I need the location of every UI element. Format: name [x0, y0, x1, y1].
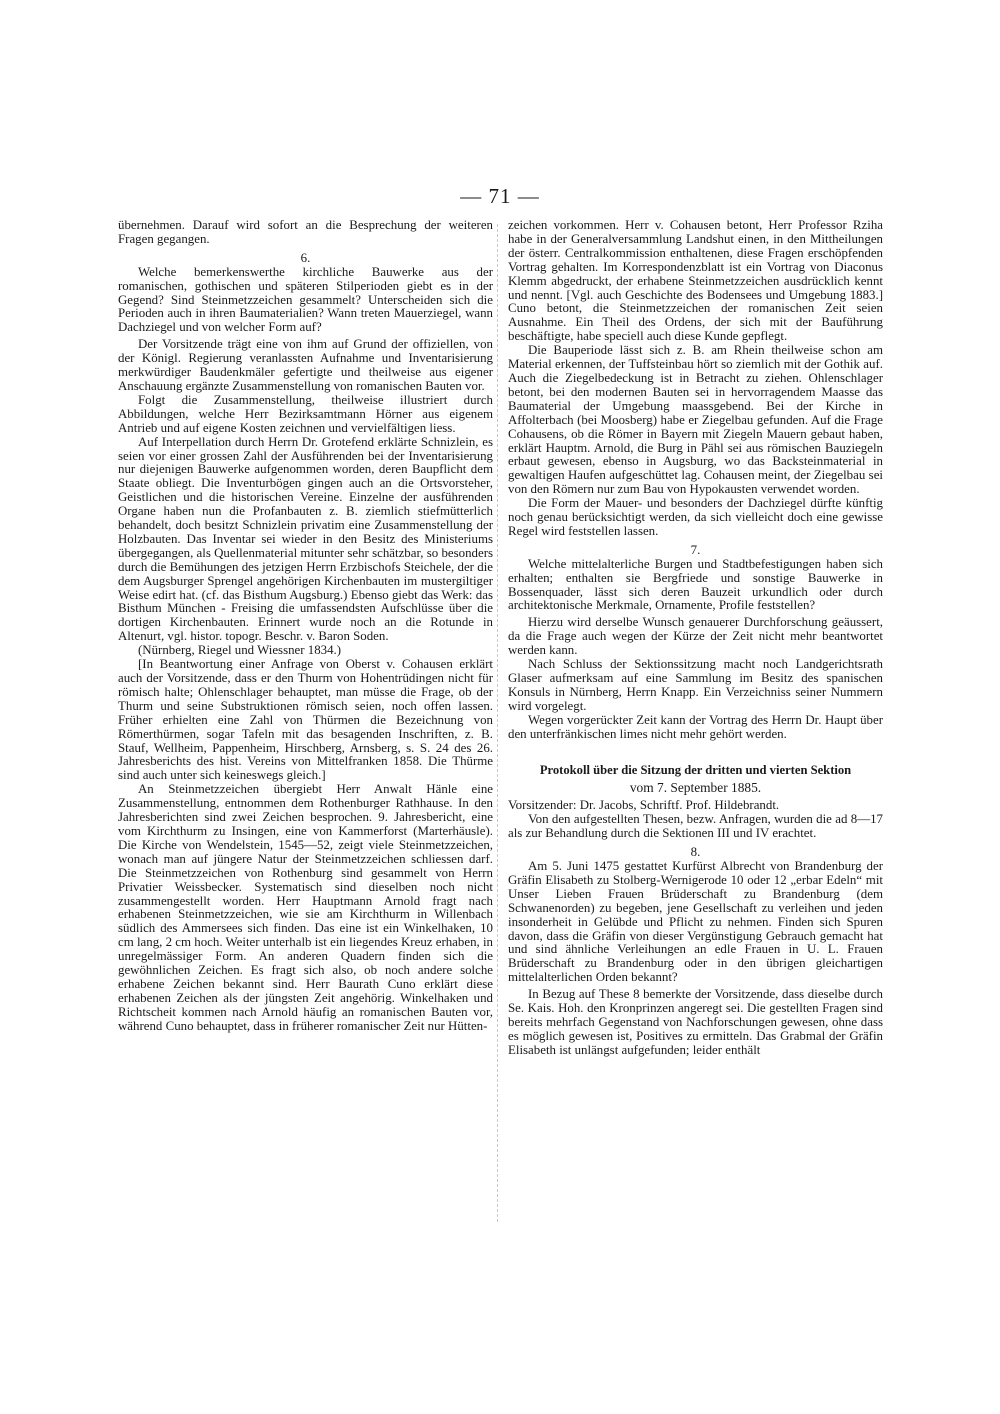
section-number: 6. — [300, 250, 311, 265]
paragraph: Die Bauperiode lässt sich z. B. am Rhein theilweise schon am Material erkennen, der Tuffsteinbau hört so ziemlich mit der Gothik auf. Auch die Ziegelbedeckung ist in Betracht zu ziehen. Ohlenschlager betont, bei den modernen Bauten sei in hervorragendem Maasse das Baumaterial der Umgebung maassgebend. Bei der Kirche in Affolterbach (bei Moosberg) habe er Ziegelbau gefunden. Auf die Frage Cohausens, ob die Römer in Bayern mit Ziegeln Mauern gebaut haben, erklärt Hauptm. Arnold, die Burg in Pähl sei aus römischen Bauziegeln erbaut gewesen, ebenso in Augsburg, wo das Backsteinmaterial in gewaltigen Haufen aufgeschüttet lag. Cohausen meint, der Ziegelbau sei von den Römern nur zum Bau von Hypokausten verwendet worden. — [508, 343, 883, 497]
paragraph: Wegen vorgerückter Zeit kann der Vortrag des Herrn Dr. Haupt über den unterfränkischen limes nicht mehr gehört werden. — [508, 712, 883, 741]
paragraph: [In Beantwortung einer Anfrage von Oberst v. Cohausen erklärt auch der Vorsitzende, dass er den Thurm von Hohentrüdingen nicht für römisch halte; Ohlenschlager behauptet, man müsse die Frage, ob der Thurm und seine Substruktionen römisch seien, noch offen lassen. Früher erhielten eine Zahl von Thürmen die Bezeichnung von Römerthürmen, sogar Tafeln mit das besagenden Inschriften, z. B. Stauf, Wellheim, Pappenheim, Hirschberg, Arnsberg, s. S. 24 des 26. Jahresberichts des hist. Vereins von Mittelfranken 1858. Die Thürme sind auch unter sich keineswegs gleich.] — [118, 657, 493, 783]
right-column — [508, 219, 883, 1058]
paragraph: An Steinmetzzeichen übergiebt Herr Anwalt Hänle eine Zusammenstellung, entnommen dem Rothenburger Rathhause. In den Jahresberichten sind zwei Zeichen besprochen. 9. Jahresbericht, eine vom Kirchthurm zu Insingen, eine von Kammerforst (Marterhäusle). Die Kirche von Wendelstein, 1545—52, zeigt viele Steinmetzzeichen, wonach man auf jüngere Natur der Steinmetzzeichen schliessen darf. Die Steinmetzzeichen von Rothenburg sind gesammelt von Herrn Privatier Weissbecker. Systematisch sind dieselben noch nicht zusammengestellt worden. Herr Hauptmann Arnold fragt nach erhabenen Steinmetzzeichen, wie sie am Kirchthurm in Willenbach südlich des Ammersees sich finden. Das eine ist ein Winkelhaken, 10 cm lang, 2 cm hoch. Weiter unterhalb ist ein liegendes Kreuz erhaben, in unregelmässiger Form. An anderen Quadern finden sich die gewöhnlichen Zeichen. Es fragt sich also, ob noch andere solche erhabene Zeichen bekannt sind. Herr Baurath Cuno erklärt diese erhabenen Zeichen als der jüngsten Zeit angehörig. Winkelhaken und Richtscheit kommen nach Arnold häufig an romanischen Bauten vor, während Cuno behauptet, dass in früherer romanischer Zeit nur Hütten- — [118, 782, 493, 1033]
section-date: vom 7. September 1885. — [629, 780, 762, 796]
paragraph: übernehmen. Darauf wird sofort an die Besprechung der weiteren Fragen gegangen. — [118, 218, 493, 246]
paragraph: Der Vorsitzende trägt eine von ihm auf Grund der offiziellen, von der Königl. Regierung veranlassten Aufnahme und Inventarisierung merkwürdiger Baudenkmäler gefertigte und theilweise aus eigener Anschauung ergänzte Zusammenstellung von romanischen Bauten vor. — [118, 337, 493, 393]
paragraph: Hierzu wird derselbe Wunsch genauerer Durchforschung geäussert, da die Frage auch wegen der Kürze der Zeit nicht mehr beantwortet werden kann. — [508, 615, 883, 658]
section-number: 7. — [690, 542, 701, 557]
column-divider — [497, 224, 498, 1222]
section-title: Protokoll über die Sitzung der dritten und vierten Sektion — [539, 762, 852, 777]
question-text: Am 5. Juni 1475 gestattet Kurfürst Albrecht von Brandenburg der Gräfin Elisabeth zu Stolberg-Wernigerode 10 oder 12 „erbar Edeln“ mit Unser Lieben Frauen Brüderschaft zu Brandenburg (dem Schwanenorden) zu begeben, jene Gesellschaft zu verleihen und jeden insonderheit in Gelübde und Pflicht zu nehmen. Finden sich Spuren davon, dass die Gräfin von dieser Vergünstigung Gebrauch gemacht hat und sind ähnliche Verleihungen an edle Frauen in U. L. Frauen Brüderschaft zu Brandenburg oder in den übrigen gleichartigen mittelalterlichen Orden bekannt? — [508, 858, 883, 985]
question-text: Welche mittelalterliche Burgen und Stadtbefestigungen haben sich erhalten; enthalten sie Bergfriede und sonstige Bauwerke in Bossenquader, lässt sich deren Bauzeit urkundlich oder durch architektonische Merkmale, Ornamente, Profile feststellen? — [508, 556, 883, 613]
paragraph: Von den aufgestellten Thesen, bezw. Anfragen, wurden die ad 8—17 als zur Behandlung durch die Sektionen III und IV erachtet. — [508, 812, 883, 841]
left-column — [118, 219, 493, 1034]
paragraph: (Nürnberg, Riegel und Wiessner 1834.) — [138, 643, 342, 658]
paragraph: Nach Schluss der Sektionssitzung macht noch Landgerichtsrath Glaser aufmerksam auf eine Sammlung im Besitz des spanischen Konsuls in Nürnberg, Herrn Knapp. Ein Verzeichniss seiner Nummern wird vorgelegt. — [508, 657, 883, 713]
paragraph: In Bezug auf These 8 bemerkte der Vorsitzende, dass dieselbe durch Se. Kais. Hoh. den Kronprinzen angeregt sei. Die gestellten Fragen sind bereits mehrfach Gegenstand von Nachforschungen gewesen, ohne dass es möglich gewesen ist, Positives zu ermitteln. Das Grabmal der Gräfin Elisabeth ist unlängst aufgefunden; leider enthält — [508, 987, 883, 1057]
paragraph: Auf Interpellation durch Herrn Dr. Grotefend erklärte Schnizlein, es seien vor einer grossen Zahl der Ausführenden bei der Inventarisierung nur diejenigen Bauwerke aufgenommen worden, deren Baupflicht dem Staate obliegt. Die Inventurbögen gingen auch an die Ortsvorsteher, Geistlichen und die historischen Vereine. Einzelne der ausführenden Organe haben nun die Profanbauten z. B. ziemlich stiefmütterlich behandelt, doch besitzt Schnizlein privatim eine Zusammenstellung der Holzbauten. Das Inventar sei wieder in den Besitz des Ministeriums übergegangen, als Quellenmaterial mitunter sehr schätzbar, so besonders durch die Bemühungen des jetzigen Herrn Erzbischofs Steichele, der die dem Augsburger Sprengel angehörigen Kirchenbauten im mustergiltiger Weise edirt hat. (cf. das Bisthum Augsburg.) Ebenso giebt das Werk: das Bisthum München - Freising die umfassendsten Aufschlüsse über die dortigen Kirchenbauten. Erinnert wurde noch an die Rotunde in Altenurt, vgl. histor. topogr. Beschr. v. Baron Soden. — [118, 434, 493, 644]
question-text: Welche bemerkenswerthe kirchliche Bauwerke aus der romanischen, gothischen und späteren Stilperioden giebt es in der Gegend? Sind Steinmetzzeichen gesammelt? Unterscheiden sich die Perioden auch in ihren Baumaterialien? Wann treten Mauerziegel, wann Dachziegel und von welcher Form auf? — [118, 264, 493, 335]
paragraph: zeichen vorkommen. Herr v. Cohausen betont, Herr Professor Rziha habe in der Generalversammlung Landshut einen, in den Mittheilungen der österr. Centralkommission enthaltenen, diese Fragen erschöpfenden Vortrag gehalten. Im Korrespondenzblatt ist ein Vortrag von Diaconus Klemm abgedruckt, der erhabene Steinmetzzeichen ausdrücklich kennt und nennt. [Vgl. auch Geschichte des Bodensees und Umgebung 1883.] Cuno betont, die Steinmetzzeichen der romanischen Zeit seien Ausnahme. Ein Theil des Ordens, der sich mit der Bauführung beschäftigte, habe speciell auch diese Kunde gepflegt. — [508, 218, 883, 344]
page-number: — 71 — — [460, 184, 540, 208]
paragraph: Vorsitzender: Dr. Jacobs, Schriftf. Prof. Hildebrandt. — [508, 798, 780, 813]
section-number: 8. — [690, 845, 701, 860]
paragraph: Die Form der Mauer- und besonders der Dachziegel dürfte künftig noch genau berücksichtigt werden, da sich vielleicht doch eine gewisse Regel wird feststellen lassen. — [508, 496, 883, 538]
paragraph: Folgt die Zusammenstellung, theilweise illustriert durch Abbildungen, welche Herr Bezirksamtmann Hörner aus eigenem Antrieb und auf eigene Kosten zeichnen und vervielfältigen liess. — [118, 392, 493, 435]
